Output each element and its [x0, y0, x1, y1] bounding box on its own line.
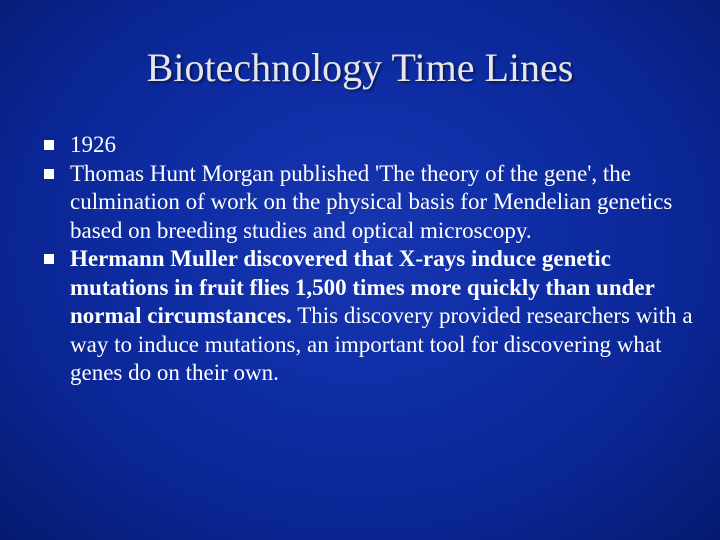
square-bullet-icon	[44, 254, 54, 264]
bullet-item-muller	[44, 245, 694, 388]
bullet-bold-text: Hermann Muller discovered that X-rays induce genetic mutations in fruit flies 1,500 times more quickly than under normal circumstances.	[70, 246, 655, 328]
bullet-text: This discovery provided researchers with a way to induce mutations, an important tool for discovering what genes do on their own.	[70, 303, 693, 385]
bullet-text: 1926	[70, 132, 116, 157]
bullet-item-morgan	[44, 160, 694, 246]
bullet-item-year	[44, 131, 694, 160]
slide-title: Biotechnology Time Lines	[146, 45, 574, 90]
square-bullet-icon	[44, 169, 54, 179]
square-bullet-icon	[44, 140, 54, 150]
bullet-text: Thomas Hunt Morgan published 'The theory of the gene', the culmination of work on the physical basis for Mendelian genetics based on breeding studies and optical microscopy.	[70, 160, 673, 243]
bullet-list	[44, 131, 694, 388]
